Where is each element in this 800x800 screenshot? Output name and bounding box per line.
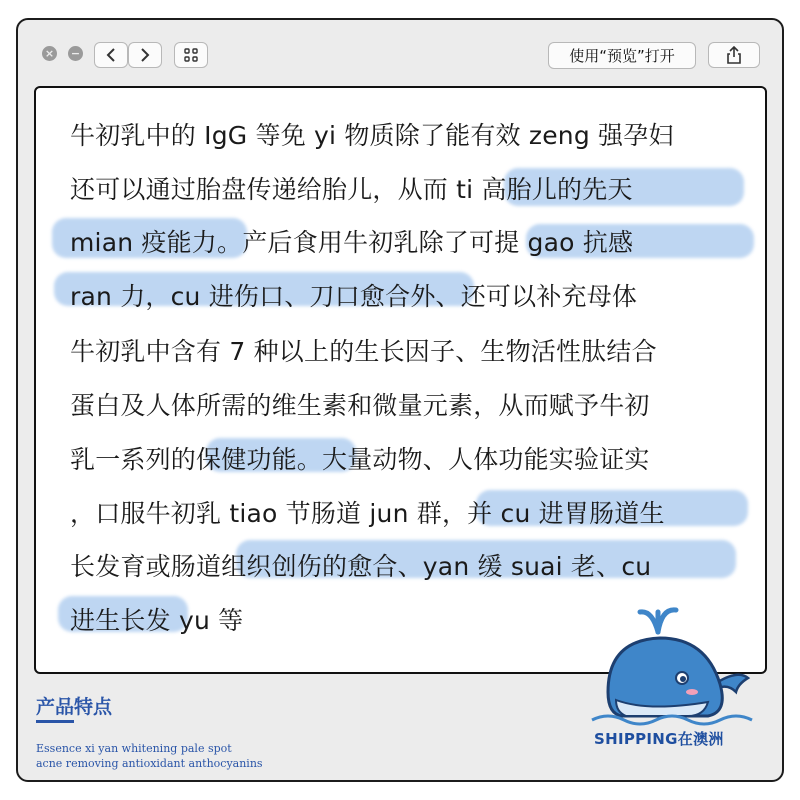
text-line: 还可以通过胎盘传递给胎儿，从而 ti 高胎儿的先天 xyxy=(70,175,633,204)
text-line: 蛋白及人体所需的维生素和微量元素，从而赋予牛初 xyxy=(70,391,650,420)
text-line: ，口服牛初乳 tiao 节肠道 jun 群，并 cu 进胃肠道生 xyxy=(70,499,665,528)
close-icon[interactable]: × xyxy=(42,46,57,61)
text-line: 长发育或肠道组织创伤的愈合、yan 缓 suai 老、cu xyxy=(70,552,652,581)
feature-desc-line: acne removing antioxidant anthocyanins xyxy=(36,757,263,770)
open-with-preview-button[interactable]: 使用“预览”打开 xyxy=(548,42,696,69)
feature-title: 产品特点 xyxy=(36,696,113,718)
grid-view-button[interactable] xyxy=(174,42,208,68)
text-line: 乳一系列的保健功能。大量动物、人体功能实验证实 xyxy=(70,445,650,474)
forward-icon xyxy=(140,48,150,62)
share-button[interactable] xyxy=(708,42,760,68)
text-line: ran 力，cu 进伤口、刀口愈合外、还可以补充母体 xyxy=(70,282,638,311)
document-content xyxy=(34,86,767,674)
back-button[interactable] xyxy=(94,42,128,68)
text-line: mian 疫能力。产后食用牛初乳除了可提 gao 抗感 xyxy=(70,228,634,257)
forward-button[interactable] xyxy=(128,42,162,68)
toolbar xyxy=(18,20,782,88)
feature-desc-line: Essence xi yan whitening pale spot xyxy=(36,742,232,755)
logo-caption: SHIPPING在澳洲 xyxy=(594,730,724,748)
grid-icon xyxy=(184,48,198,62)
share-icon xyxy=(726,46,742,64)
minimize-icon[interactable]: − xyxy=(68,46,83,61)
feature-underline xyxy=(36,720,74,723)
text-line: 牛初乳中含有 7 种以上的生长因子、生物活性肽结合 xyxy=(70,337,657,366)
back-icon xyxy=(106,48,116,62)
text-line: 牛初乳中的 IgG 等免 yi 物质除了能有效 zeng 强孕妇 xyxy=(70,121,674,150)
text-line: 进生长发 yu 等 xyxy=(70,606,244,635)
